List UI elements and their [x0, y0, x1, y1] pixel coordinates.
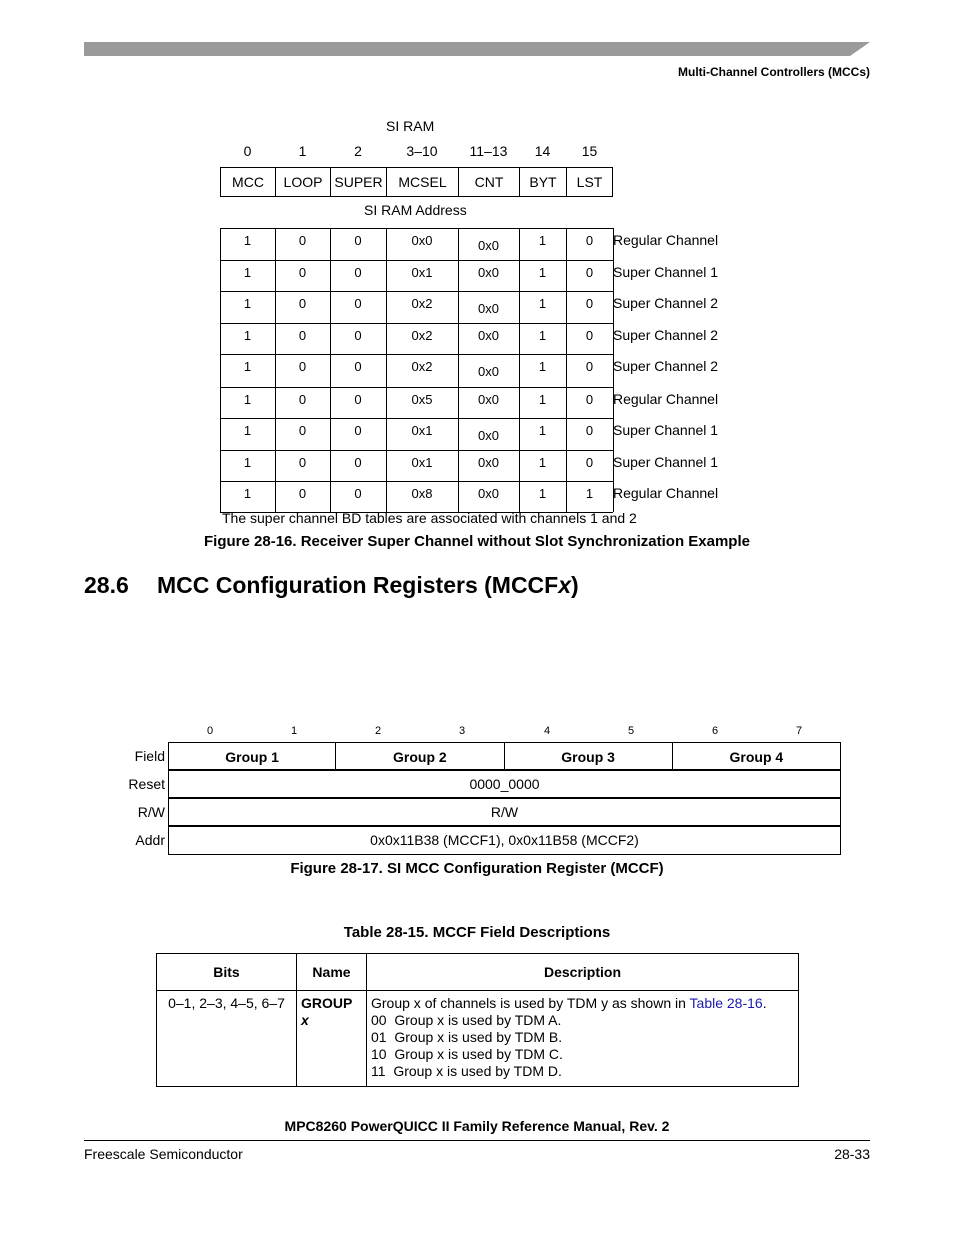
si-ram-field: LST — [566, 167, 613, 197]
ram-row-label: Super Channel 2 — [613, 358, 719, 374]
si-ram-bit-number: 14 — [534, 143, 551, 159]
ram-cell: 0x0 — [478, 428, 499, 443]
ram-cell: 1 — [538, 392, 547, 407]
row-name-text: GROUP — [301, 995, 353, 1011]
si-ram-field: LOOP — [275, 167, 331, 197]
register-field-group: Group 4 — [672, 742, 841, 771]
desc-line: 10 Group x is used by TDM C. — [371, 1046, 563, 1062]
si-ram-field: BYT — [519, 167, 567, 197]
ram-row-label: Regular Channel — [613, 391, 719, 407]
section-title-suffix: ) — [571, 572, 579, 598]
col-description: Description — [367, 954, 799, 991]
row-bits: 0–1, 2–3, 4–5, 6–7 — [157, 991, 297, 1087]
register-field-group: Group 3 — [504, 742, 673, 771]
si-ram-heading: SI RAM — [386, 118, 435, 134]
header-title: Multi-Channel Controllers (MCCs) — [678, 65, 870, 79]
ram-cell: 0 — [298, 423, 307, 438]
ram-cell: 1 — [538, 359, 547, 374]
figure-28-16-caption: Figure 28-16. Receiver Super Channel without Slot Synchronization Example — [204, 533, 750, 550]
si-ram-bit-number: 15 — [581, 143, 598, 159]
ram-cell: 1 — [538, 265, 547, 280]
footer-company: Freescale Semiconductor — [84, 1146, 243, 1162]
ram-cell: 0x0 — [478, 392, 499, 407]
mccf-field-table — [156, 953, 799, 1087]
ram-cell: 0x0 — [478, 486, 499, 501]
ram-cell: 0 — [354, 328, 362, 343]
register-row-label: Addr — [135, 832, 165, 848]
ram-cell: 1 — [538, 296, 547, 311]
register-row-label: Reset — [128, 776, 165, 792]
desc-line: 11 Group x is used by TDM D. — [371, 1063, 562, 1079]
ram-cell: 0 — [585, 392, 594, 407]
si-ram-bit-number: 1 — [298, 143, 307, 159]
ram-cell: 0 — [354, 455, 362, 470]
si-ram-bit-number: 0 — [243, 143, 252, 159]
ram-cell: 0 — [298, 233, 307, 248]
ram-cell: 0 — [585, 328, 594, 343]
si-ram-address-label: SI RAM Address — [364, 202, 467, 218]
ram-cell: 1 — [243, 296, 252, 311]
ram-cell: 0 — [354, 423, 362, 438]
ram-cell: 0x2 — [411, 296, 433, 311]
table-header-row — [157, 954, 799, 991]
ram-cell: 1 — [243, 392, 252, 407]
register-bit-number: 3 — [458, 725, 466, 737]
ram-cell: 0 — [354, 296, 362, 311]
register-bit-number: 4 — [543, 725, 551, 737]
table-28-15-title: Table 28-15. MCCF Field Descriptions — [343, 924, 611, 941]
register-row-label: Field — [134, 748, 165, 764]
col-name: Name — [297, 954, 367, 991]
desc-prefix: Group x of channels is used by TDM y as shown in — [371, 995, 690, 1011]
ram-cell: 0 — [298, 296, 307, 311]
ram-cell: 0 — [298, 265, 307, 280]
ram-cell: 0 — [354, 392, 362, 407]
si-ram-bit-number: 11–13 — [469, 143, 508, 159]
ram-row-label: Super Channel 2 — [613, 327, 719, 343]
desc-line: 00 Group x is used by TDM A. — [371, 1012, 562, 1028]
ram-row-label: Super Channel 1 — [613, 422, 719, 438]
register-bit-number: 1 — [290, 725, 298, 737]
row-name — [297, 991, 367, 1087]
si-ram-bit-number: 2 — [354, 143, 362, 159]
register-bit-number: 7 — [795, 725, 803, 737]
register-row-label: R/W — [137, 804, 165, 820]
ram-cell: 0x0 — [478, 265, 499, 280]
ram-cell: 0x1 — [411, 423, 433, 438]
figure-28-17-caption: Figure 28-17. SI MCC Configuration Register (MCCF) — [290, 860, 664, 877]
ram-cell: 1 — [538, 423, 547, 438]
register-bit-number: 0 — [206, 725, 214, 737]
col-bits: Bits — [157, 954, 297, 991]
ram-cell: 0x0 — [478, 238, 499, 253]
ram-cell: 1 — [243, 265, 252, 280]
si-ram-field: MCSEL — [386, 167, 459, 197]
register-bit-number: 2 — [374, 725, 382, 737]
desc-suffix: . — [762, 995, 767, 1011]
ram-row-label: Super Channel 1 — [613, 454, 719, 470]
ram-cell: 1 — [538, 486, 547, 501]
ram-cell: 0x2 — [411, 359, 433, 374]
ram-cell: 0x0 — [478, 328, 499, 343]
ram-cell: 1 — [243, 233, 252, 248]
ram-cell: 1 — [243, 423, 252, 438]
ram-cell: 0 — [298, 455, 307, 470]
ram-cell: 0x1 — [411, 265, 433, 280]
ram-cell: 0 — [354, 233, 362, 248]
register-addr-value: 0x0x11B38 (MCCF1), 0x0x11B58 (MCCF2) — [168, 825, 841, 855]
ram-cell: 1 — [538, 233, 547, 248]
register-rw-value: R/W — [168, 797, 841, 827]
si-ram-bit-number: 3–10 — [406, 143, 438, 159]
register-bit-number: 5 — [627, 725, 635, 737]
table-28-16-link[interactable]: Table 28-16 — [689, 995, 763, 1011]
ram-cell: 0x2 — [411, 328, 433, 343]
ram-cell: 0x8 — [411, 486, 433, 501]
ram-cell: 0 — [354, 486, 362, 501]
register-field-group: Group 2 — [335, 742, 504, 771]
desc-first-line — [371, 995, 794, 1012]
ram-cell: 1 — [243, 486, 252, 501]
register-field-group: Group 1 — [168, 742, 336, 771]
ram-cell: 0 — [585, 265, 594, 280]
section-number: 28.6 — [84, 572, 129, 598]
ram-cell: 0 — [585, 233, 594, 248]
ram-cell: 1 — [585, 486, 594, 501]
section-heading — [84, 572, 579, 599]
ram-cell: 0x0 — [411, 233, 433, 248]
ram-cell: 0 — [298, 486, 307, 501]
ram-row-label: Super Channel 1 — [613, 264, 719, 280]
footer-page-number: 28-33 — [834, 1146, 870, 1162]
ram-cell: 0x0 — [478, 364, 499, 379]
ram-cell: 1 — [243, 328, 252, 343]
ram-cell: 0 — [354, 359, 362, 374]
section-title: MCC Configuration Registers (MCCF — [157, 572, 559, 598]
register-reset-value: 0000_0000 — [168, 769, 841, 799]
ram-cell: 0 — [298, 359, 307, 374]
ram-cell: 1 — [538, 455, 547, 470]
ram-cell: 0 — [585, 359, 594, 374]
si-ram-field: SUPER — [330, 167, 387, 197]
ram-cell: 0 — [585, 455, 594, 470]
ram-cell: 1 — [538, 328, 547, 343]
ram-cell: 0 — [354, 265, 362, 280]
desc-line: 01 Group x is used by TDM B. — [371, 1029, 563, 1045]
ram-cell: 0x1 — [411, 455, 433, 470]
row-description — [367, 991, 799, 1087]
ram-cell: 0 — [585, 423, 594, 438]
ram-row-label: Regular Channel — [613, 232, 719, 248]
ram-cell: 0 — [585, 296, 594, 311]
manual-title: MPC8260 PowerQUICC II Family Reference Manual, Rev. 2 — [284, 1118, 670, 1134]
ram-cell: 0 — [298, 392, 307, 407]
si-ram-field: MCC — [220, 167, 276, 197]
footer-divider — [84, 1140, 870, 1141]
section-title-italic: x — [558, 572, 572, 598]
ram-cell: 0x0 — [478, 455, 499, 470]
ram-row-label: Regular Channel — [613, 485, 719, 501]
figure-note: The super channel BD tables are associated with channels 1 and 2 — [222, 510, 637, 526]
ram-cell: 0x5 — [411, 392, 433, 407]
ram-cell: 1 — [243, 359, 252, 374]
ram-cell: 0 — [298, 328, 307, 343]
ram-row-label: Super Channel 2 — [613, 295, 719, 311]
si-ram-field: CNT — [458, 167, 520, 197]
ram-cell: 1 — [243, 455, 252, 470]
row-name-italic: x — [301, 1012, 309, 1028]
table-row — [157, 991, 799, 1087]
register-bit-number: 6 — [711, 725, 719, 737]
ram-cell: 0x0 — [478, 301, 499, 316]
